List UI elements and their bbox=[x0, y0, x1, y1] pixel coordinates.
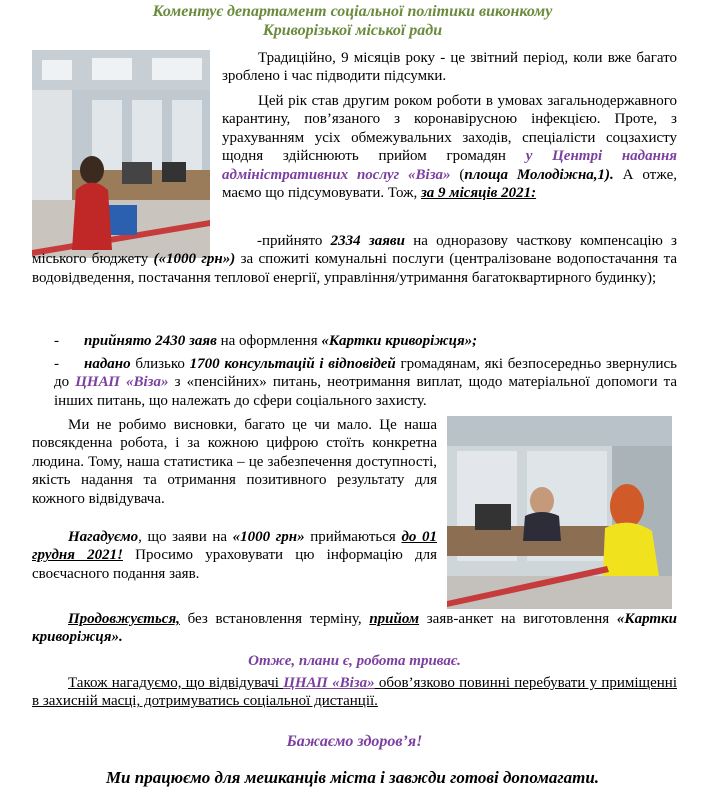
photo-1-image bbox=[32, 50, 210, 258]
card-continues: Продовжується, bbox=[68, 611, 180, 627]
card-name: «Картки криворіжця». bbox=[32, 611, 677, 646]
document-header bbox=[0, 2, 705, 40]
bullet3-count: 1700 консультацій і відповідей bbox=[189, 356, 396, 372]
year-text-a: Цей рік став другим роком роботи в умовах загальнодержавного карантину, пов’язаного з коронавірусною інфекцією. Проте, з урахуванням усіх обмежувальних заходів, спеціалісти соцзахисту щодня здійснюють прийом громадян bbox=[222, 93, 677, 165]
bullet1-e: за спожиті комунальні послуги (централізоване водопостачання та водовідведення, постачання теплової енергії, управління/утримання багатоквартирного будинку); bbox=[32, 251, 677, 286]
paragraph-statistics: Ми не робимо висновки, багато це чи мало. Це наша повсякденна робота, і за кожною цифрою стоїть конкретна людина. Тому, наша статистика – це забезпечення доступності, якість надання та отримання позитивного результату для кожного відвідувача. bbox=[32, 417, 437, 507]
paragraph-card-applications bbox=[32, 610, 677, 647]
masks-c: обов’язково повинні перебувати у приміщенні в захисній масці, дотримуватись соціальної дистанції. bbox=[32, 675, 677, 710]
photo-2-image bbox=[447, 416, 672, 609]
year-text-period: за 9 місяців 2021: bbox=[420, 185, 537, 202]
bullet3-f: з «пенсійних» питань, неотримання виплат, щодо матеріальної допомоги та інших питань, що належать до сфери соціального захисту. bbox=[54, 374, 677, 409]
deadline-date: до 01 грудня 2021! bbox=[32, 529, 438, 564]
bullet3-cnap: ЦНАП «Віза» bbox=[75, 374, 169, 391]
deadline-d: приймаються bbox=[304, 529, 402, 545]
paragraph-masks bbox=[32, 674, 677, 711]
year-text-cnap: у Центрі надання адміністративних послуг «Віза» bbox=[222, 148, 678, 183]
deadline-b: , що заяви на bbox=[138, 529, 233, 545]
bullet-cards bbox=[54, 332, 677, 350]
bullet1-a: -прийнято bbox=[257, 233, 331, 249]
paragraph-intro: Традиційно, 9 місяців року - це звітний період, коли вже багато зроблено і час підводити підсумки. bbox=[222, 50, 677, 85]
bullet3-dash: - bbox=[54, 356, 59, 372]
paragraph-year bbox=[222, 92, 677, 202]
masks-a: Також нагадуємо, що відвідувачі bbox=[68, 675, 284, 691]
paragraph-plans: Отже, плани є, робота триває. bbox=[248, 653, 461, 669]
bullet2-card: «Картки криворіжця»; bbox=[321, 333, 478, 349]
paragraph-deadline bbox=[32, 528, 437, 583]
bullet1-amount: («1000 грн») bbox=[153, 251, 236, 268]
deadline-amount: «1000 грн» bbox=[232, 529, 305, 545]
bullet2-a: прийнято 2430 заяв bbox=[84, 333, 217, 349]
bullet-consultations bbox=[54, 355, 677, 410]
wish-text: Бажаємо здоров’я! bbox=[286, 733, 423, 750]
deadline-f: Просимо ураховувати цю інформацію для своєчасного подання заяв. bbox=[32, 547, 437, 582]
year-text-address: площа Молодіжна,1). bbox=[464, 166, 614, 183]
card-reception: прийом bbox=[369, 611, 420, 627]
header-line-1: Коментує департамент соціальної політики виконкому bbox=[152, 3, 553, 20]
photo-cnap-reception-2 bbox=[447, 416, 672, 609]
year-text-e: А отже, маємо що підсумовувати. Тож, bbox=[222, 166, 677, 202]
closing-text: Ми працюємо для мешканців міста і завжди готові допомагати. bbox=[105, 768, 600, 787]
bullet1-count: 2334 заяви bbox=[330, 233, 405, 249]
bullet2-b: на оформлення bbox=[216, 333, 322, 349]
photo-cnap-reception-1 bbox=[32, 50, 210, 258]
year-text-c: ( bbox=[450, 166, 465, 183]
card-d: заяв-анкет на виготовлення bbox=[419, 611, 617, 627]
deadline-remind: Нагадуємо bbox=[68, 529, 139, 545]
card-b: без встановлення терміну, bbox=[179, 611, 370, 627]
masks-cnap: ЦНАП «Віза» bbox=[283, 675, 375, 691]
bullet-compensation bbox=[32, 232, 677, 287]
header-line-2: Криворізької міської ради bbox=[262, 22, 443, 39]
bullet3-b: близько bbox=[130, 356, 190, 372]
bullet2-dash: - bbox=[54, 333, 59, 349]
bullet3-a: надано bbox=[84, 356, 131, 372]
bullet1-c: на одноразову часткову компенсацію з міського бюджету bbox=[32, 233, 677, 268]
bullet3-d: громадянам, які безпосередньо звернулись до bbox=[54, 356, 677, 391]
